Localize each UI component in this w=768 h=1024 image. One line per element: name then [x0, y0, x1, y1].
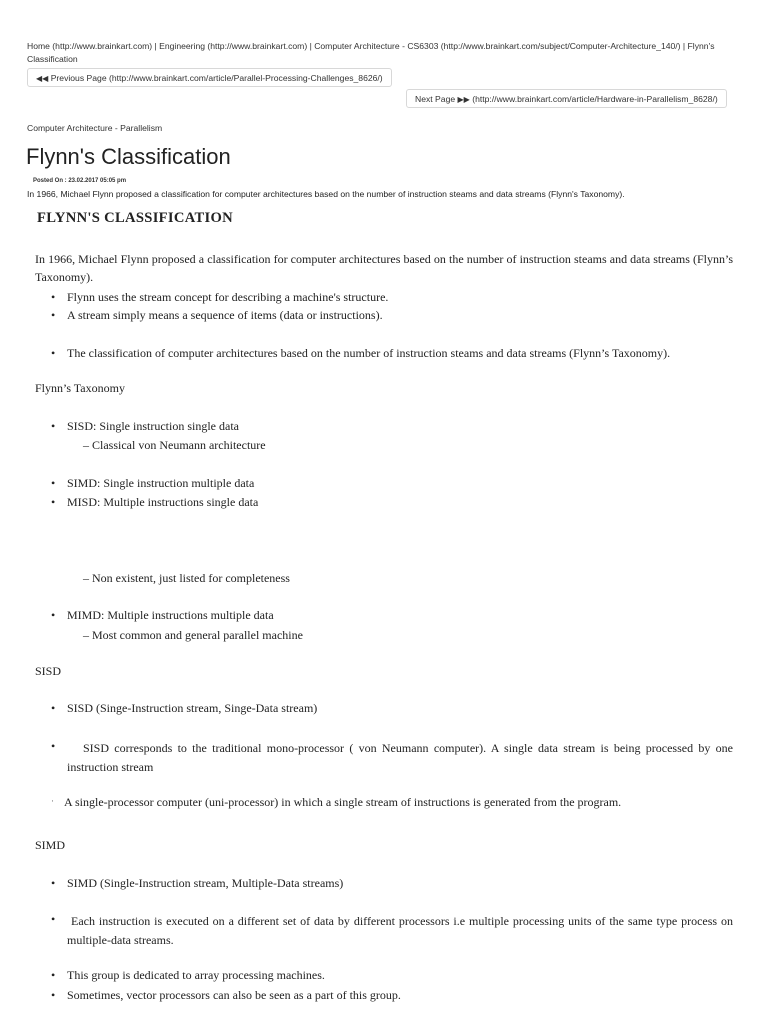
- page-title: Flynn's Classification: [26, 144, 231, 169]
- bullet-icon: •: [51, 701, 56, 715]
- intro-paragraph: In 1966, Michael Flynn proposed a classification for computer architectures based on the number of instruction steams and data streams (Flynn’s Taxonomy).: [35, 252, 733, 284]
- previous-page-label: Previous Page (http://www.brainkart.com/article/Parallel-Processing-Challenges_8626/): [50, 73, 383, 83]
- breadcrumb-text[interactable]: Home (http://www.brainkart.com) | Engineering (http://www.brainkart.com) | Computer Architecture - CS6303 (http://www.brainkart.com/subject/Computer-Architecture_140/) | Flynn's Classification: [27, 41, 715, 64]
- bullet-icon: •: [51, 912, 56, 926]
- category-label[interactable]: Computer Architecture - Parallelism: [27, 123, 163, 133]
- bullet-icon: •: [51, 308, 56, 322]
- bullet-icon: •: [51, 290, 56, 304]
- posted-on: Posted On : 23.02.2017 05:05 pm: [33, 178, 127, 184]
- bullet-icon: •: [51, 419, 56, 433]
- sub-list-item: – Non existent, just listed for completeness: [83, 571, 290, 585]
- next-page-url: (http://www.brainkart.com/article/Hardware-in-Parallelism_8628/): [469, 94, 718, 104]
- section-heading: FLYNN'S CLASSIFICATION: [37, 210, 233, 226]
- bullet-icon: •: [51, 608, 56, 622]
- bullet-icon: ·: [51, 796, 54, 806]
- sisd-heading: SISD: [35, 664, 62, 678]
- simd-heading: SIMD: [35, 838, 66, 852]
- article-summary: In 1966, Michael Flynn proposed a classification for computer architectures based on the number of instruction steams and data streams (Flynn's Taxonomy).: [27, 189, 625, 199]
- double-chevron-left-icon: ◀◀: [36, 74, 49, 83]
- list-item: SISD corresponds to the traditional mono-processor ( von Neumann computer). A single data stream is being processed by one instruction stream: [67, 741, 733, 774]
- next-page-button[interactable]: [406, 89, 727, 108]
- breadcrumb[interactable]: [27, 40, 747, 65]
- bullet-icon: •: [51, 968, 56, 982]
- bullet-icon: •: [51, 876, 56, 890]
- double-chevron-right-icon: ▶▶: [457, 95, 470, 104]
- taxonomy-label: Flynn’s Taxonomy: [35, 381, 125, 395]
- list-item: Each instruction is executed on a different set of data by different processors i.e multiple processing units of the same type process on multiple-data streams.: [67, 914, 733, 947]
- sub-list-item: – Classical von Neumann architecture: [83, 438, 266, 452]
- bullet-icon: •: [51, 495, 56, 509]
- bullet-icon: •: [51, 346, 56, 360]
- paragraph: A single-processor computer (uni-processor) in which a single stream of instructions is generated from the program.: [64, 795, 622, 809]
- bullet-icon: •: [51, 988, 56, 1002]
- previous-page-button[interactable]: [27, 68, 392, 87]
- sub-list-item: – Most common and general parallel machine: [83, 628, 303, 642]
- next-page-label: Next Page: [415, 94, 458, 104]
- bullet-icon: •: [51, 476, 56, 490]
- bullet-icon: •: [51, 739, 56, 753]
